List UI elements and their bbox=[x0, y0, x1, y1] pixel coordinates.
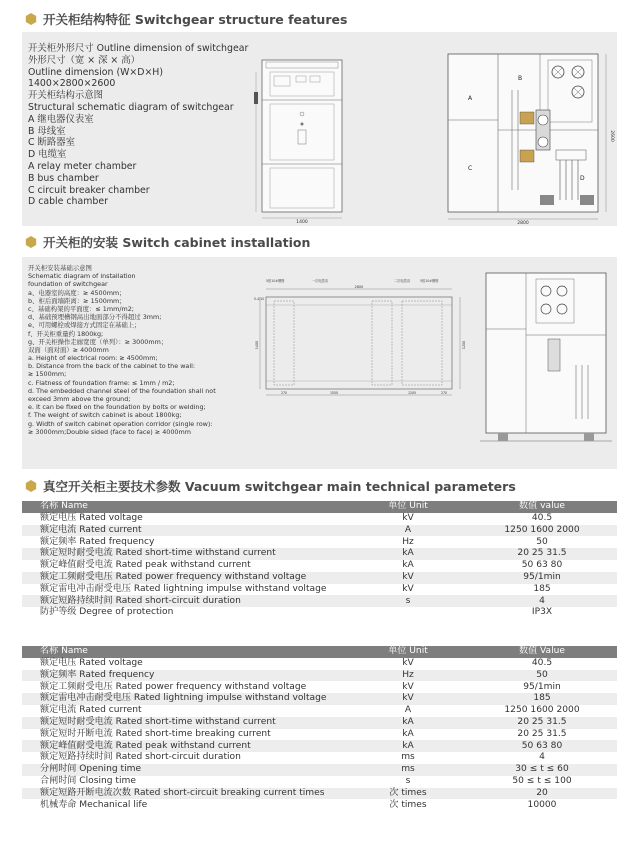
table-row bbox=[22, 572, 617, 584]
param-unit: kA bbox=[349, 717, 467, 729]
table-row bbox=[22, 670, 617, 682]
param-name: 额定电流 Rated current bbox=[22, 525, 349, 537]
param-value: 50 63 80 bbox=[521, 560, 563, 571]
param-unit: s bbox=[349, 595, 467, 607]
requirement-line: Schematic diagram of installation bbox=[28, 272, 136, 281]
dimension-total: 2800 bbox=[354, 285, 364, 289]
param-name: 额定短时耐受电流 Rated short-time withstand current bbox=[22, 717, 349, 729]
table-row bbox=[22, 764, 617, 776]
param-name: 额定短时耐受电流 Rated short-time withstand current bbox=[22, 548, 349, 560]
cabinet-installation-drawing bbox=[480, 269, 612, 459]
requirement-line: d、基础预埋槽钢高出地面部分不得超过 3mm; bbox=[28, 313, 162, 322]
param-value: 50 bbox=[536, 536, 548, 547]
requirement-line: a、电器室的高度：≥ 4500mm； bbox=[28, 288, 126, 297]
requirement-line: ≥ 3000mm;Double sided (face to face) ≥ 4000mm bbox=[28, 427, 191, 436]
param-value: 20 25 31.5 bbox=[467, 717, 617, 729]
param-value: 4 bbox=[467, 595, 617, 607]
requirement-line: d. The embedded channel steel of the foundation shall not bbox=[28, 386, 216, 395]
param-name: 额定电流 Rated current bbox=[40, 705, 142, 716]
param-value: 50 bbox=[467, 670, 617, 682]
param-unit: kV bbox=[349, 572, 467, 584]
param-name: 额定短时开断电流 Rated short-time breaking current bbox=[40, 728, 271, 739]
table-row bbox=[22, 513, 617, 525]
requirement-line: f、开关柜重量约 1800kg; bbox=[28, 329, 104, 338]
description-line: C circuit breaker chamber bbox=[28, 184, 150, 196]
table-row bbox=[22, 776, 617, 788]
param-value: 50 ≤ t ≤ 100 bbox=[512, 775, 572, 786]
param-unit: kV bbox=[402, 583, 414, 594]
param-value: 185 bbox=[467, 693, 617, 705]
param-unit: kV bbox=[402, 512, 414, 523]
param-name: 额定雷电冲击耐受电压 Rated lightning impulse withstand voltage bbox=[40, 583, 327, 594]
requirement-line: foundation of switchgear bbox=[28, 280, 108, 289]
dimension-height2: 1200 bbox=[462, 340, 466, 350]
side-height-dimension: 2600 bbox=[609, 130, 614, 142]
installation-panel bbox=[22, 257, 617, 469]
dimension-mid2: 1205 bbox=[407, 391, 417, 395]
param-name: 额定工频耐受电压 Rated power frequency withstand voltage bbox=[40, 681, 307, 692]
param-unit: kA bbox=[349, 740, 467, 752]
table-row bbox=[22, 595, 617, 607]
param-value: 20 bbox=[467, 788, 617, 800]
param-name: 额定峰值耐受电流 Rated peak withstand current bbox=[22, 740, 349, 752]
section3-title: 真空开关柜主要技术参数 Vacuum switchgear main technical parameters bbox=[43, 479, 516, 494]
header-value: 数值 value bbox=[467, 501, 617, 513]
param-value: 20 25 31.5 bbox=[467, 548, 617, 560]
param-unit: A bbox=[404, 705, 412, 716]
header-unit: 单位 Unit bbox=[349, 646, 467, 658]
section1-title: 开关柜结构特征 Switchgear structure features bbox=[43, 12, 348, 27]
table-row bbox=[22, 681, 617, 693]
description-line: 1400×2800×2600 bbox=[28, 78, 116, 90]
parameters-table-2 bbox=[22, 646, 617, 811]
requirement-line: b、柜后面墙距离：≥ 1500mm； bbox=[28, 296, 126, 305]
chamber-label-d: D bbox=[580, 175, 585, 182]
header-name: 名称 Name bbox=[22, 501, 349, 513]
front-view-drawing bbox=[244, 52, 364, 224]
requirement-line: c. Flatness of foundation frame: ≤ 1mm / m2; bbox=[28, 378, 175, 387]
param-unit: kV bbox=[349, 693, 467, 705]
structure-description bbox=[28, 43, 248, 208]
param-name: 防护等级 Degree of protection bbox=[40, 607, 174, 618]
requirement-line: c、基础构架的平面度：≤ 1mm/m2; bbox=[28, 304, 134, 313]
param-name: 额定短路持续时间 Rated short-circuit duration bbox=[22, 595, 349, 607]
param-unit: kA bbox=[402, 728, 414, 739]
param-value: 50 63 80 bbox=[467, 740, 617, 752]
requirement-line: ≥ 1500mm; bbox=[28, 370, 67, 379]
chamber-label-a: A bbox=[468, 95, 473, 102]
param-value: IP3X bbox=[531, 607, 553, 618]
requirement-line: g. Width of switch cabinet operation corridor (single row): bbox=[28, 419, 213, 428]
primary-cable-trench-tag: 一次电缆沟 bbox=[312, 279, 328, 283]
param-name: 额定短路开断电流次数 Rated short-circuit breaking current times bbox=[22, 788, 349, 800]
requirement-line: e、可用螺栓或焊接方式固定在基础上； bbox=[28, 321, 141, 330]
installation-requirements bbox=[28, 264, 216, 436]
table-row bbox=[22, 788, 617, 800]
header-name: 名称 Name bbox=[22, 646, 349, 658]
table-row bbox=[22, 607, 617, 619]
requirement-line: exceed 3mm above the ground; bbox=[28, 395, 131, 403]
table-row bbox=[22, 525, 617, 537]
param-value: 95/1min bbox=[523, 681, 561, 692]
param-unit: s bbox=[405, 775, 411, 786]
table-row bbox=[22, 740, 617, 752]
foundation-plan-drawing bbox=[252, 275, 474, 407]
param-name: 额定电压 Rated voltage bbox=[40, 512, 143, 523]
description-line: A relay meter chamber bbox=[28, 160, 137, 172]
param-value: 1250 1600 2000 bbox=[504, 705, 580, 716]
description-line: 外形尺寸（宽 × 深 × 高） bbox=[28, 54, 141, 66]
hexagon-bullet-icon bbox=[25, 480, 37, 492]
description-line: D cable chamber bbox=[28, 196, 108, 208]
param-value: 185 bbox=[533, 583, 551, 594]
table-row bbox=[22, 799, 617, 811]
secondary-cable-trench-tag: 二次电缆沟 bbox=[394, 279, 410, 283]
param-unit: Hz bbox=[402, 536, 414, 547]
param-unit: kV bbox=[402, 681, 414, 692]
param-name: 额定工频耐受电压 Rated power frequency withstand voltage bbox=[22, 572, 349, 584]
param-unit bbox=[349, 607, 467, 619]
requirement-line: a. Height of electrical room: ≥ 4500mm; bbox=[28, 354, 158, 363]
param-name: 合闸时间 Closing time bbox=[40, 775, 136, 786]
param-unit: ms bbox=[349, 764, 467, 776]
section2-heading bbox=[25, 233, 310, 251]
param-unit: Hz bbox=[349, 670, 467, 682]
table-row bbox=[22, 705, 617, 717]
requirement-line: b. Distance from the back of the cabinet to the wall: bbox=[28, 362, 196, 371]
description-line: Structural schematic diagram of switchgear bbox=[28, 101, 234, 113]
param-unit: ms bbox=[401, 752, 415, 763]
param-unit: kA bbox=[349, 548, 467, 560]
param-value: 20 25 31.5 bbox=[517, 728, 567, 739]
table-row bbox=[22, 536, 617, 548]
param-value: 95/1min bbox=[467, 572, 617, 584]
param-unit: 次 times bbox=[389, 799, 427, 810]
requirement-line: f. The weight of switch cabinet is about 1800kg; bbox=[28, 411, 182, 420]
table-row bbox=[22, 584, 617, 596]
description-line: B 母线室 bbox=[28, 125, 66, 137]
requirement-line: e. It can be fixed on the foundation by bolts or welding; bbox=[28, 403, 206, 412]
param-unit: kA bbox=[402, 560, 414, 571]
front-width-dimension: 1400 bbox=[296, 220, 308, 224]
section1-heading bbox=[25, 10, 347, 28]
hexagon-bullet-icon bbox=[25, 236, 37, 248]
param-value: 30 ≤ t ≤ 60 bbox=[467, 764, 617, 776]
dimension-right: 270 bbox=[440, 391, 448, 395]
requirement-line: 开关柜安装基础示意图 bbox=[28, 264, 92, 272]
channel-steel-tag-right: 5根10#槽钢 bbox=[420, 279, 439, 283]
requirement-line: 双面（面对面）≥ 4000mm bbox=[28, 345, 109, 354]
description-line: D 电缆室 bbox=[28, 149, 67, 161]
dimension-height: 1400 bbox=[255, 340, 259, 350]
param-unit: 次 times bbox=[349, 788, 467, 800]
table-row bbox=[22, 693, 617, 705]
dimension-mid1: 1550 bbox=[329, 391, 339, 395]
param-name: 额定峰值耐受电流 Rated peak withstand current bbox=[40, 560, 251, 571]
parameters-table-1 bbox=[22, 501, 617, 619]
param-name: 机械寿命 Mechanical life bbox=[40, 799, 148, 810]
param-name: 额定雷电冲击耐受电压 Rated lightning impulse withstand voltage bbox=[22, 693, 349, 705]
param-unit: kV bbox=[402, 657, 414, 668]
description-line: 开关柜外形尺寸 Outline dimension of switchgear bbox=[28, 43, 249, 54]
table-row bbox=[22, 658, 617, 670]
chamber-label-b: B bbox=[518, 75, 523, 82]
param-name: 额定电压 Rated voltage bbox=[40, 657, 143, 668]
param-name: 额定频率 Rated frequency bbox=[40, 536, 155, 547]
param-value: 1250 1600 2000 bbox=[467, 525, 617, 537]
structure-features-panel bbox=[22, 32, 617, 226]
description-line: B bus chamber bbox=[28, 172, 99, 184]
header-value: 数值 Value bbox=[467, 646, 617, 658]
param-name: 额定短路持续时间 Rated short-circuit duration bbox=[40, 752, 241, 763]
table-row bbox=[22, 560, 617, 572]
description-line: 开关柜结构示意图 bbox=[28, 90, 104, 102]
table-row bbox=[22, 717, 617, 729]
hexagon-bullet-icon bbox=[25, 13, 37, 25]
param-name: 分闸时间 Opening time bbox=[22, 764, 349, 776]
channel-steel-tag-left: 5根10#槽钢 bbox=[266, 279, 285, 283]
param-value: 40.5 bbox=[531, 657, 553, 668]
side-depth-dimension: 2800 bbox=[517, 221, 529, 226]
side-view-drawing bbox=[440, 50, 616, 226]
section3-heading bbox=[25, 477, 516, 495]
section2-title: 开关柜的安装 Switch cabinet installation bbox=[43, 235, 311, 250]
param-value: 40.5 bbox=[531, 512, 553, 523]
param-value: 10000 bbox=[527, 799, 557, 810]
param-name: 额定频率 Rated frequency bbox=[22, 670, 349, 682]
description-line: C 断路器室 bbox=[28, 137, 76, 149]
header-unit: 单位 Unit bbox=[349, 501, 467, 513]
chamber-label-c: C bbox=[468, 165, 473, 172]
description-line: Outline dimension (W×D×H) bbox=[28, 66, 164, 78]
table-row bbox=[22, 752, 617, 764]
requirement-line: g、开关柜操作走廊宽度（单列）：≥ 3000mm； bbox=[28, 337, 168, 346]
table-row bbox=[22, 548, 617, 560]
param-unit: A bbox=[349, 525, 467, 537]
description-line: A 继电器仪表室 bbox=[28, 113, 94, 125]
dimension-left: 270 bbox=[280, 391, 288, 395]
param-value: 4 bbox=[539, 752, 545, 763]
table-row bbox=[22, 729, 617, 741]
table-header-row bbox=[22, 501, 617, 513]
table-header-row bbox=[22, 646, 617, 658]
level-tag: 0-4/10 bbox=[254, 297, 265, 301]
